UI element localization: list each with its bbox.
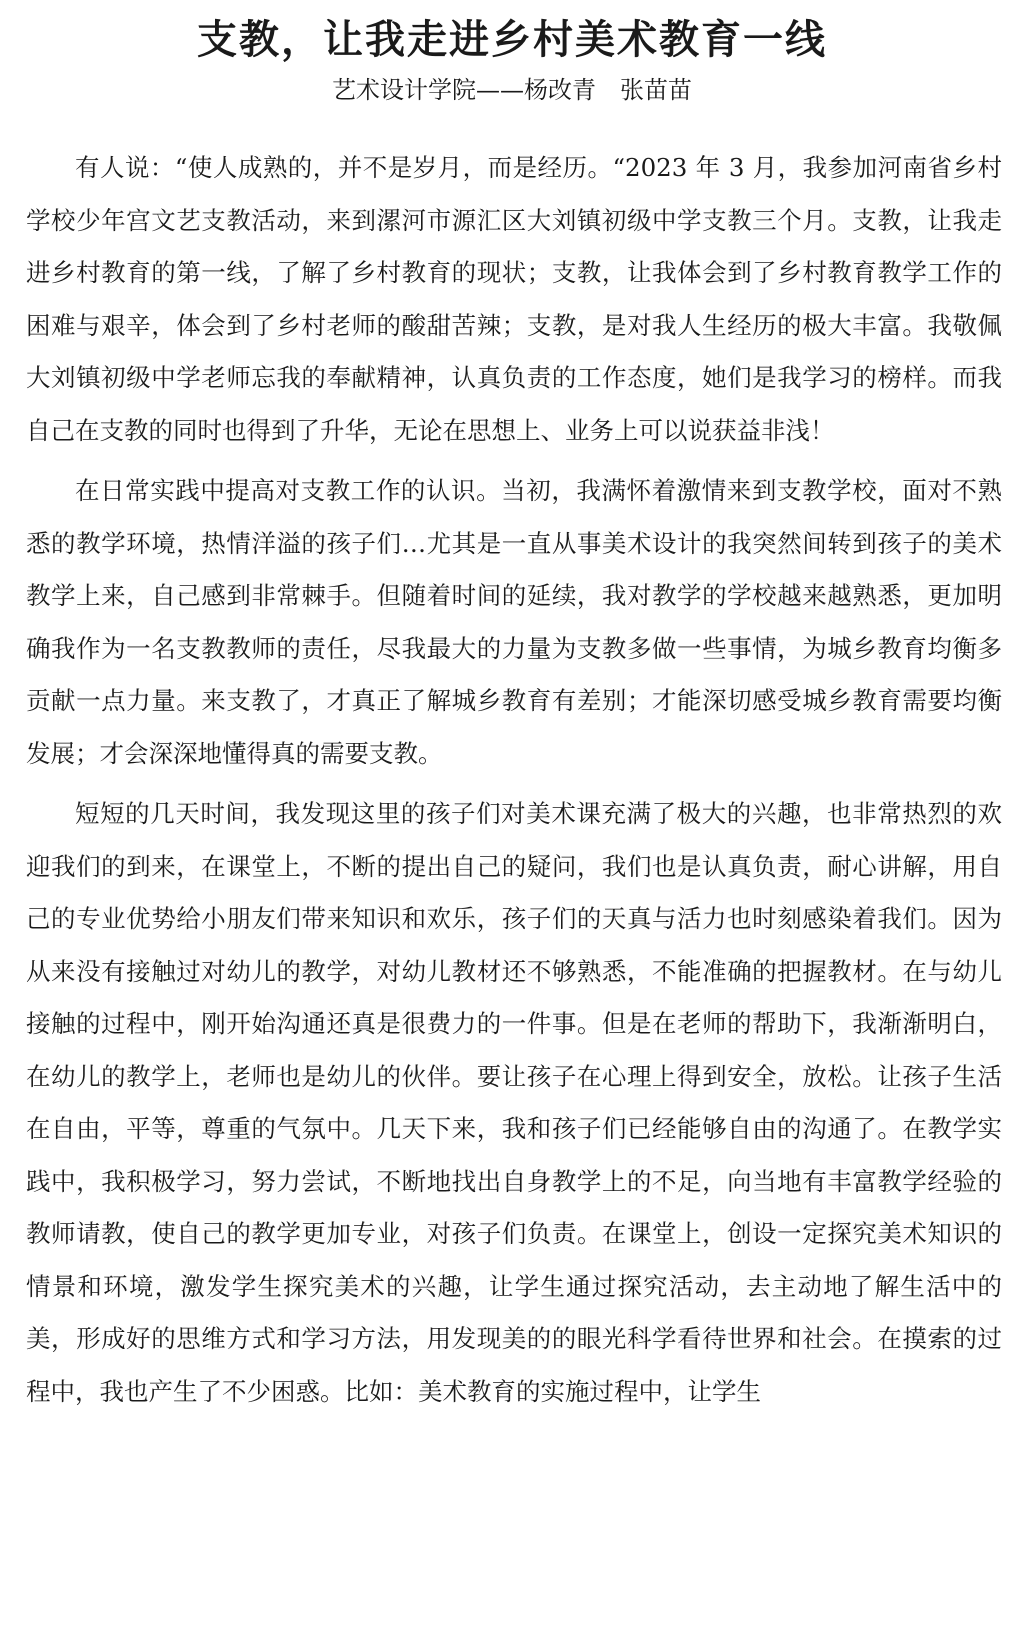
document-body: [26, 142, 1002, 1418]
paragraph-1: 有人说：“使人成熟的，并不是岁月，而是经历。“2023 年 3 月，我参加河南省乡村学校少年宫文艺支教活动，来到漯河市源汇区大刘镇初级中学支教三个月。支教，让我走进乡村教育的第一线，了解了乡村教育的现状；支教，让我体会到了乡村教育教学工作的困难与艰辛，体会到了乡村老师的酸甜苦辣；支教，是对我人生经历的极大丰富。我敬佩大刘镇初级中学老师忘我的奉献精神，认真负责的工作态度，她们是我学习的榜样。而我自己在支教的同时也得到了升华，无论在思想上、业务上可以说获益非浅！: [26, 153, 1002, 445]
document-title: 支教，让我走进乡村美术教育一线: [197, 16, 827, 63]
paragraph-3: 短短的几天时间，我发现这里的孩子们对美术课充满了极大的兴趣，也非常热烈的欢迎我们的到来，在课堂上，不断的提出自己的疑问，我们也是认真负责，耐心讲解，用自己的专业优势给小朋友们带来知识和欢乐，孩子们的天真与活力也时刻感染着我们。因为从来没有接触过对幼儿的教学，对幼儿教材还不够熟悉，不能准确的把握教材。在与幼儿接触的过程中，刚开始沟通还真是很费力的一件事。但是在老师的帮助下，我渐渐明白，在幼儿的教学上，老师也是幼儿的伙伴。要让孩子在心理上得到安全，放松。让孩子生活在自由，平等，尊重的气氛中。几天下来，我和孩子们已经能够自由的沟通了。在教学实践中，我积极学习，努力尝试，不断地找出自身教学上的不足，向当地有丰富教学经验的教师请教，使自己的教学更加专业，对孩子们负责。在课堂上，创设一定探究美术知识的情景和环境，激发学生探究美术的兴趣，让学生通过探究活动，去主动地了解生活中的美，形成好的思维方式和学习方法，用发现美的的眼光科学看待世界和社会。在摸索的过程中，我也产生了不少困惑。比如：美术教育的实施过程中，让学生: [26, 799, 1002, 1406]
document-byline: 艺术设计学院——杨改青 张苗苗: [332, 76, 692, 104]
paragraph-2: 在日常实践中提高对支教工作的认识。当初，我满怀着激情来到支教学校，面对不熟悉的教学环境，热情洋溢的孩子们…尤其是一直从事美术设计的我突然间转到孩子的美术教学上来，自己感到非常棘手。但随着时间的延续，我对教学的学校越来越熟悉，更加明确我作为一名支教教师的责任，尽我最大的力量为支教多做一些事情，为城乡教育均衡多贡献一点力量。来支教了，才真正了解城乡教育有差别；才能深切感受城乡教育需要均衡发展；才会深深地懂得真的需要支教。: [26, 476, 1002, 768]
